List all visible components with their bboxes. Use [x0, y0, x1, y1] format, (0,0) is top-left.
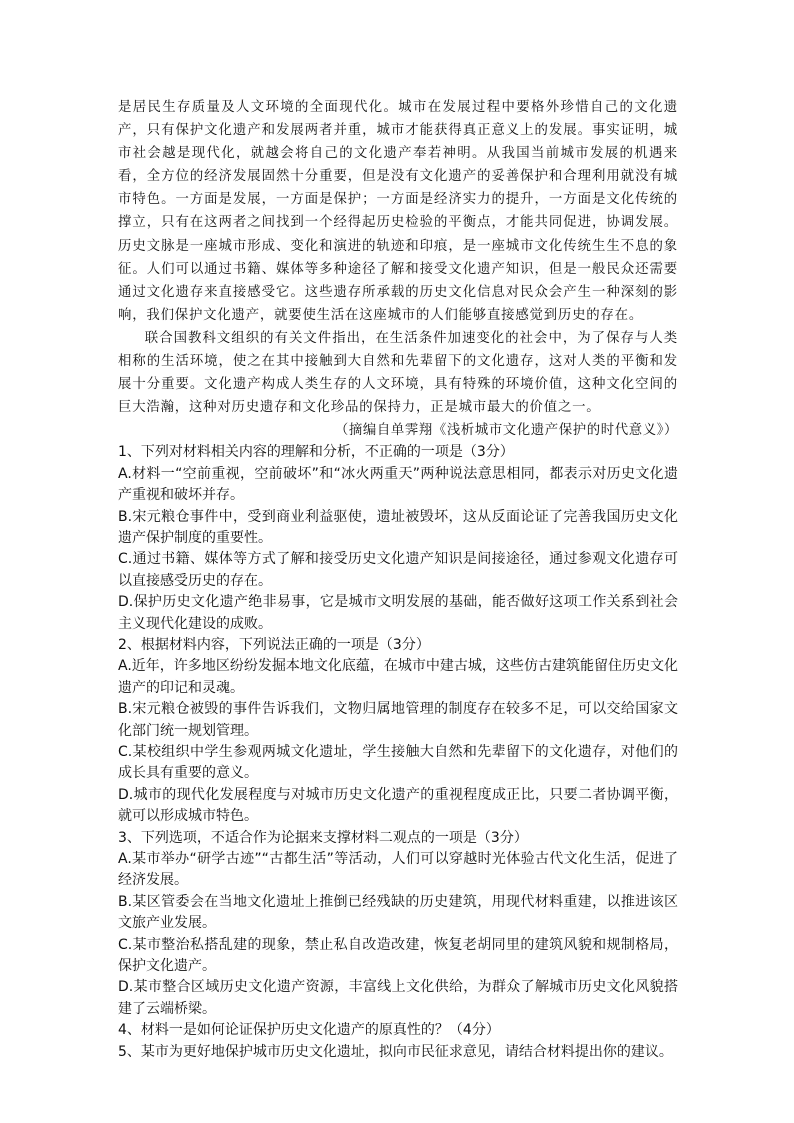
question-2-option-d: D.城市的现代化发展程度与对城市历史文化遗产的重视程度成正比，只要二者协调平衡，就可以形成城市特色。: [118, 786, 678, 825]
question-2-option-b: B.宋元粮仓被毁的事件告诉我们，文物归属地管理的制度存在较多不足，可以交给国家文化部门统一规划管理。: [118, 701, 678, 739]
question-1-option-a: A.材料一“空前重视，空前破坏”和“冰火两重天”两种说法意思相同，都表示对历史文化遗产重视和破坏并存。: [118, 465, 678, 504]
question-1-option-b: B.宋元粮仓事件中，受到商业利益驱使，遗址被毁坏，这从反面论证了完善我国历史文化遗产保护制度的重要性。: [118, 508, 678, 546]
question-2-option-a: A.近年，许多地区纷纷发掘本地文化底蕴，在城市中建古城，这些仿古建筑能留住历史文化遗产的印记和灵魂。: [118, 658, 678, 696]
question-3-option-c: C.某市整治私搭乱建的现象，禁止私自改造改建，恢复老胡同里的建筑风貌和规制格局，保护文化遗产。: [118, 936, 678, 975]
question-3-stem: 3、下列选项，不适合作为论据来支撑材料二观点的一项是（3分）: [118, 829, 528, 846]
question-3-option-b: B.某区管委会在当地文化遗址上推倒已经残缺的历史建筑，用现代材料重建，以推进该区文旅产业发展。: [118, 893, 678, 932]
question-5-stem: 5、某市为更好地保护城市历史文化遗址，拟向市民征求意见，请结合材料提出你的建议。: [118, 1043, 673, 1060]
question-3-option-d: D.某市整合区域历史文化遗产资源，丰富线上文化供给，为群众了解城市历史文化风貌搭建了云端桥梁。: [118, 979, 678, 1017]
question-2-stem: 2、根据材料内容，下列说法正确的一项是（3分）: [118, 636, 430, 653]
question-1-option-d: D.保护历史文化遗产绝非易事，它是城市文明发展的基础，能否做好这项工作关系到社会主义现代化建设的成败。: [118, 594, 678, 632]
question-4-stem: 4、材料一是如何论证保护历史文化遗产的原真性的？（4分）: [118, 1022, 500, 1039]
reading-passage: [118, 96, 678, 442]
question-3-option-a: A.某市举办“研学古迹”“古都生活”等活动，人们可以穿越时光体验古代文化生活，促进了经济发展。: [118, 851, 678, 889]
passage-paragraph-2: 联合国教科文组织的有关文件指出，在生活条件加速变化的社会中，为了保存与人类相称的生活环境，使之在其中接触到大自然和先辈留下的文化遗存，这对人类的平衡和发展十分重要。文化遗产构成人类生存的人文环境，具有特殊的环境价值，这种文化空间的巨大浩瀚，这种对历史遗存和文化珍品的保持力，正是城市最大的价值之一。: [118, 330, 678, 416]
question-1-option-c: C.通过书籍、媒体等方式了解和接受历史文化遗产知识是间接途径，通过参观文化遗存可以直接感受历史的存在。: [118, 551, 678, 589]
passage-source: （摘编自单霁翔《浅析城市文化遗产保护的时代意义》）: [334, 423, 678, 439]
question-2-option-c: C.某校组织中学生参观两城文化遗址，学生接触大自然和先辈留下的文化遗存，对他们的成长具有重要的意义。: [118, 744, 678, 782]
question-1-stem: 1、下列对材料相关内容的理解和分析，不正确的一项是（3分）: [118, 444, 514, 461]
questions-section: [118, 442, 678, 1063]
passage-paragraph-1: 是居民生存质量及人文环境的全面现代化。城市在发展过程中要格外珍惜自己的文化遗产，只有保护文化遗产和发展两者并重，城市才能获得真正意义上的发展。事实证明，城市社会越是现代化，就越会将自己的文化遗产奉若神明。从我国当前城市发展的机遇来看，全方位的经济发展固然十分重要，但是没有文化遗产的妥善保护和合理利用就没有城市特色。一方面是发展，一方面是保护；一方面是经济实力的提升，一方面是文化传统的撑立，只有在这两者之间找到一个经得起历史检验的平衡点，才能共同促进，协调发展。历史文脉是一座城市形成、变化和演进的轨迹和印痕，是一座城市文化传统生生不息的象征。人们可以通过书籍、媒体等多种途径了解和接受文化遗产知识，但是一般民众还需要通过文化遗存来直接感受它。这些遗存所承载的历史文化信息对民众会产生一种深刻的影响，我们保护文化遗产，就要使生活在这座城市的人们能够直接感觉到历史的存在。: [118, 100, 678, 323]
exam-page: [118, 96, 678, 1063]
